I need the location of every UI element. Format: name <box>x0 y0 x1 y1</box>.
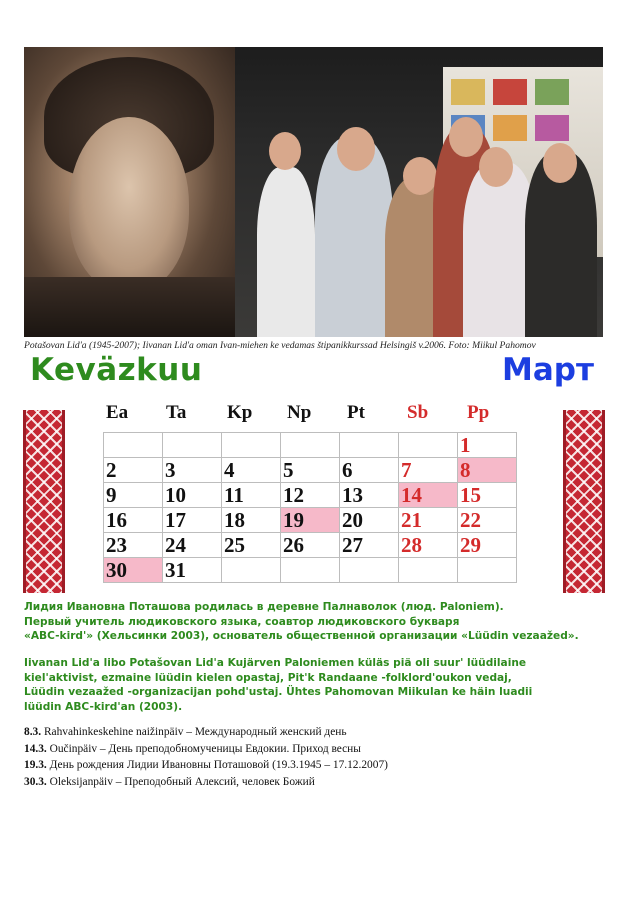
bio-line: Первый учитель людиковского языка, соавтор людиковского букваря <box>24 615 460 628</box>
calendar-week-row <box>104 533 517 558</box>
calendar-day-cell: 4 <box>222 458 281 483</box>
portrait-photo <box>24 47 235 337</box>
event-date: 30.3. <box>24 775 47 788</box>
calendar-day-cell: 9 <box>104 483 163 508</box>
person-head <box>337 127 375 171</box>
person-head <box>269 132 301 170</box>
portrait-dress-shape <box>24 277 235 337</box>
calendar-day-cell: 20 <box>340 508 399 533</box>
event-item <box>24 726 604 743</box>
calendar-week-row <box>104 433 517 458</box>
calendar-day-cell: 5 <box>281 458 340 483</box>
calendar-day-cell: 21 <box>399 508 458 533</box>
event-item <box>24 759 604 776</box>
calendar-day-cell: 1 <box>458 433 517 458</box>
calendar-empty-cell <box>340 433 399 458</box>
event-date: 8.3. <box>24 726 42 738</box>
calendar-day-cell: 17 <box>163 508 222 533</box>
calendar-week-row <box>104 508 517 533</box>
calendar-day-cell: 11 <box>222 483 281 508</box>
embroidery-ornament-left <box>23 410 65 593</box>
calendar-empty-cell <box>399 433 458 458</box>
event-item <box>24 743 604 760</box>
event-text: Oučinpäiv – День преподобномученицы Евдокии. Приход весны <box>49 742 361 755</box>
month-title-russian: Март <box>502 352 594 388</box>
calendar-day-cell: 6 <box>340 458 399 483</box>
calendar-day-cell: 29 <box>458 533 517 558</box>
event-text: Rahvahinkeskehine naižinpäiv – Международный женский день <box>43 726 347 738</box>
calendar-day-cell: 3 <box>163 458 222 483</box>
bio-line: lüüdin ABC-kird'an (2003). <box>24 700 183 713</box>
calendar-day-cell: 16 <box>104 508 163 533</box>
calendar-day-cell: 27 <box>340 533 399 558</box>
photo-caption: Potašovan Lid'a (1945-2007); Iivanan Lid'a oman Ivan-miehen ke vedamas štipanikkurssad Helsingiš v.2006. Foto: Miikul Pahomov <box>24 340 536 351</box>
calendar-empty-cell <box>399 558 458 583</box>
calendar-day-cell: 24 <box>163 533 222 558</box>
portrait-face-shape <box>69 117 189 292</box>
calendar-day-cell: 15 <box>458 483 517 508</box>
weekday-header: Sb <box>407 402 429 423</box>
calendar-day-cell: 2 <box>104 458 163 483</box>
person-figure <box>257 167 315 337</box>
calendar-day-cell: 10 <box>163 483 222 508</box>
embroidery-ornament-right <box>563 410 605 593</box>
bio-line: Lüüdin vezaažed -organizacijan pohd'ustaj. Ühtes Pahomovan Miikulan ke häin luadii <box>24 686 533 698</box>
weekday-header: Pt <box>347 402 365 423</box>
calendar-empty-cell <box>222 433 281 458</box>
calendar-empty-cell <box>281 433 340 458</box>
person-head <box>403 157 437 195</box>
weekday-header: Kp <box>227 402 253 423</box>
calendar-empty-cell <box>281 558 340 583</box>
drawing-thumb <box>451 79 485 105</box>
event-date: 19.3. <box>24 759 47 771</box>
calendar-grid <box>103 432 517 583</box>
calendar-day-cell: 22 <box>458 508 517 533</box>
calendar-day-cell: 25 <box>222 533 281 558</box>
weekday-header: Np <box>287 402 312 423</box>
person-head <box>449 117 483 157</box>
calendar-day-cell: 28 <box>399 533 458 558</box>
drawing-thumb <box>493 79 527 105</box>
bio-line: Iivanan Lid'a libo Potašovan Lid'a Kujärven Paloniemen küläs piä oli suur' lüüdilaine <box>24 657 527 669</box>
bio-line: Лидия Ивановна Поташова родилась в деревне Палнаволок (люд. Paloniem). <box>24 601 504 613</box>
biography-russian <box>24 600 604 644</box>
month-title-vepsian: Keväzkuu <box>30 352 203 388</box>
calendar-week-row <box>104 558 517 583</box>
person-head <box>543 143 577 183</box>
weekday-header: Ta <box>166 402 187 423</box>
calendar-day-cell: 30 <box>104 558 163 583</box>
calendar-empty-cell <box>163 433 222 458</box>
events-list <box>24 726 604 792</box>
calendar-week-row <box>104 483 517 508</box>
calendar-day-cell: 23 <box>104 533 163 558</box>
event-text: День рождения Лидии Ивановны Поташовой (19.3.1945 – 17.12.2007) <box>49 759 388 771</box>
calendar-empty-cell <box>222 558 281 583</box>
event-text: Oleksijanpäiv – Преподобный Алексий, человек Божий <box>49 775 315 788</box>
drawing-thumb <box>535 79 569 105</box>
calendar-day-cell: 8 <box>458 458 517 483</box>
calendar-empty-cell <box>340 558 399 583</box>
calendar-day-cell: 14 <box>399 483 458 508</box>
calendar-empty-cell <box>458 558 517 583</box>
calendar-day-cell: 18 <box>222 508 281 533</box>
biography-vepsian <box>24 656 604 714</box>
group-photo <box>235 47 603 337</box>
weekday-header: Pp <box>467 402 490 423</box>
event-date: 14.3. <box>24 742 47 755</box>
weekday-header: Ea <box>106 402 129 423</box>
bio-line: kiel'aktivist, ezmaine lüüdin kielen opastaj, Pit'k Randaane -folklord'oukon vedaj, <box>24 671 512 684</box>
event-item <box>24 776 604 793</box>
calendar-empty-cell <box>104 433 163 458</box>
drawing-thumb <box>493 115 527 141</box>
bio-line: «ABC-kird'» (Хельсинки 2003), основатель общественной организации «Lüüdin vezaažed». <box>24 630 579 642</box>
calendar-day-cell: 12 <box>281 483 340 508</box>
calendar-day-cell: 13 <box>340 483 399 508</box>
calendar-day-cell: 19 <box>281 508 340 533</box>
person-head <box>479 147 513 187</box>
calendar-day-cell: 31 <box>163 558 222 583</box>
calendar-day-cell: 7 <box>399 458 458 483</box>
drawing-thumb <box>535 115 569 141</box>
calendar-day-cell: 26 <box>281 533 340 558</box>
calendar-week-row <box>104 458 517 483</box>
